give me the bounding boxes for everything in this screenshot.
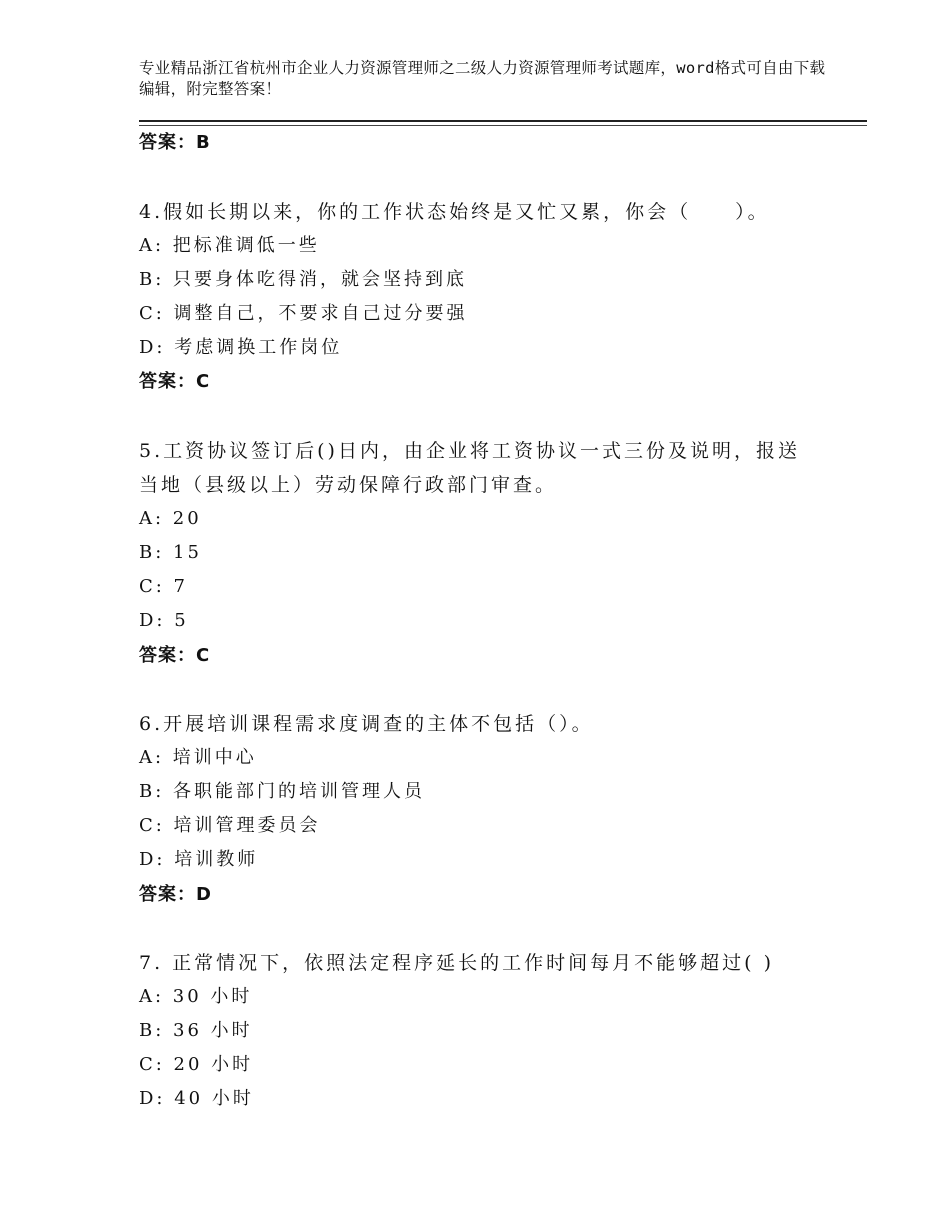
answer-line: 答案：C <box>139 371 211 392</box>
question-stem: 5.工资协议签订后()日内，由企业将工资协议一式三份及说明，报送 <box>139 440 800 462</box>
header-rule-thin <box>139 125 867 126</box>
option-b: B: 36 小时 <box>139 1020 253 1041</box>
option-d: D: 考虑调换工作岗位 <box>139 337 343 358</box>
option-a: A: 把标准调低一些 <box>139 235 320 256</box>
question-stem: 4.假如长期以来，你的工作状态始终是又忙又累，你会（ ）。 <box>139 201 770 223</box>
option-b: B: 15 <box>139 542 202 563</box>
document-header: 专业精品浙江省杭州市企业人力资源管理师之二级人力资源管理师考试题库，word格式可自由下载编辑，附完整答案！ <box>139 59 826 98</box>
option-c: C: 7 <box>139 576 189 597</box>
option-c: C: 20 小时 <box>139 1054 254 1075</box>
option-d: D: 培训教师 <box>139 849 259 870</box>
option-c: C: 调整自己，不要求自己过分要强 <box>139 303 468 324</box>
option-b: B: 只要身体吃得消，就会坚持到底 <box>139 269 468 290</box>
option-d: D: 40 小时 <box>139 1088 254 1109</box>
option-d: D: 5 <box>139 610 189 631</box>
question-stem-cont: 当地（县级以上）劳动保障行政部门审查。 <box>139 474 558 496</box>
header-rule <box>139 120 867 122</box>
option-a: A: 培训中心 <box>139 747 257 768</box>
option-b: B: 各职能部门的培训管理人员 <box>139 781 426 802</box>
answer-line: 答案：C <box>139 645 211 666</box>
option-c: C: 培训管理委员会 <box>139 815 321 836</box>
option-a: A: 20 <box>139 508 202 529</box>
question-stem: 7. 正常情况下，依照法定程序延长的工作时间每月不能够超过( ) <box>139 952 775 974</box>
answer-line: 答案：B <box>139 132 211 153</box>
option-a: A: 30 小时 <box>139 986 253 1007</box>
answer-line: 答案：D <box>139 884 212 905</box>
question-stem: 6.开展培训课程需求度调查的主体不包括（）。 <box>139 713 594 735</box>
